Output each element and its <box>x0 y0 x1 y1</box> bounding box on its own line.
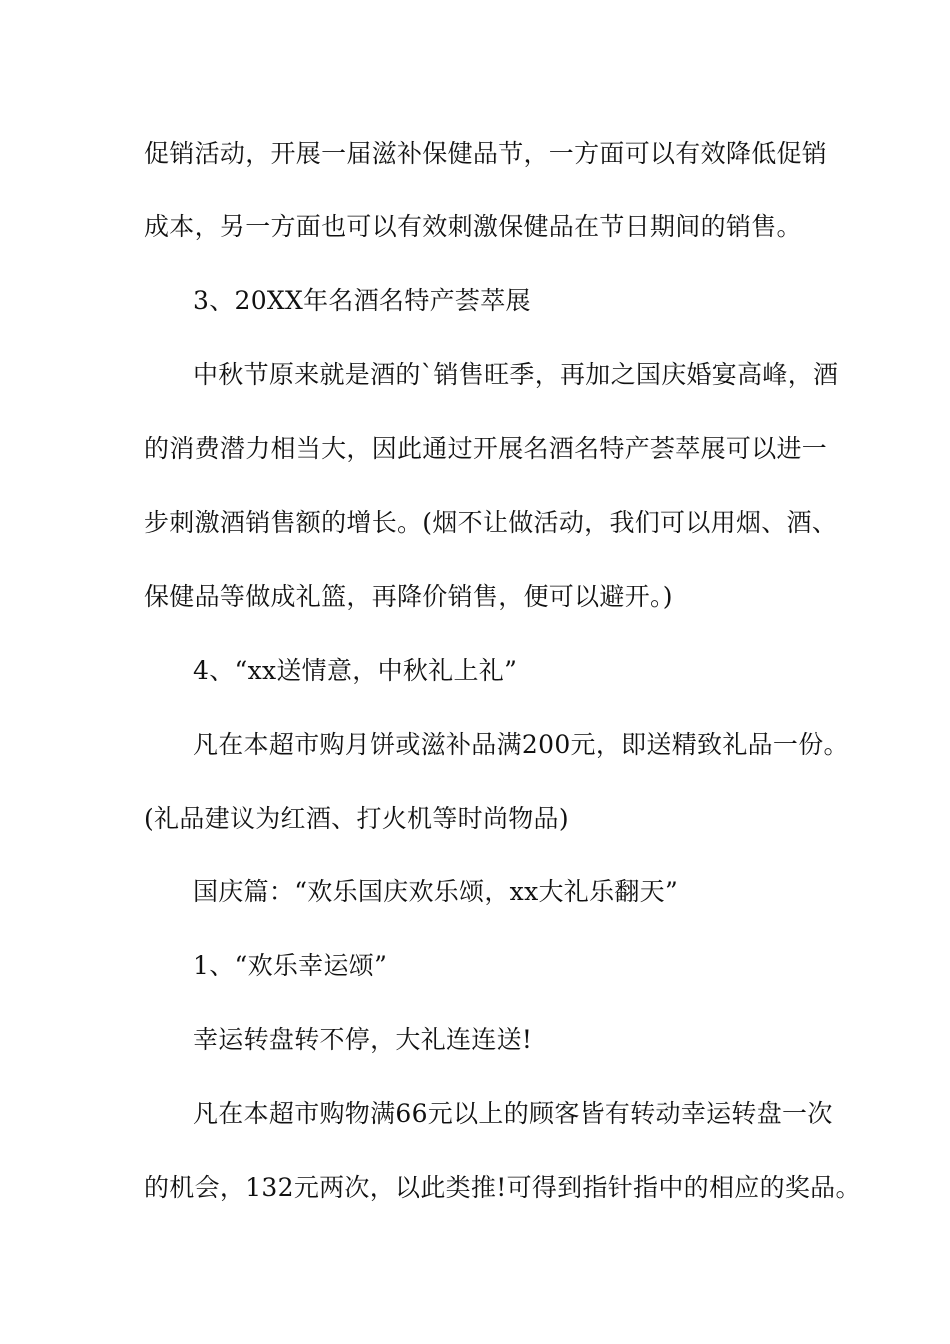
paragraph-line: 成本，另一方面也可以有效刺激保健品在节日期间的销售。 <box>144 212 802 241</box>
paragraph-line: 中秋节原来就是酒的`销售旺季，再加之国庆婚宴高峰，酒 <box>193 360 839 389</box>
paragraph-line: 步刺激酒销售额的增长。(烟不让做活动，我们可以用烟、酒、 <box>144 508 838 537</box>
paragraph-line: 幸运转盘转不停，大礼连连送! <box>193 1025 533 1054</box>
paragraph-line: 凡在本超市购物满66元以上的顾客皆有转动幸运转盘一次 <box>193 1099 833 1128</box>
section-heading: 3、20XX年名酒名特产荟萃展 <box>193 286 531 315</box>
section-heading: 1、“欢乐幸运颂” <box>193 951 388 980</box>
paragraph-line: 保健品等做成礼篮，再降价销售，便可以避开。) <box>144 582 673 611</box>
paragraph-line: 促销活动，开展一届滋补保健品节，一方面可以有效降低促销 <box>144 139 828 168</box>
section-heading: 国庆篇：“欢乐国庆欢乐颂，xx大礼乐翻天” <box>193 877 679 906</box>
paragraph-line: 的消费潜力相当大，因此通过开展名酒名特产荟萃展可以进一 <box>144 434 828 463</box>
section-heading: 4、“xx送情意，中秋礼上礼” <box>193 656 518 685</box>
paragraph-line: (礼品建议为红酒、打火机等时尚物品) <box>144 804 569 833</box>
paragraph-line: 凡在本超市购月饼或滋补品满200元，即送精致礼品一份。 <box>193 730 849 759</box>
paragraph-line: 的机会，132元两次，以此类推!可得到指针指中的相应的奖品。 <box>144 1173 861 1202</box>
